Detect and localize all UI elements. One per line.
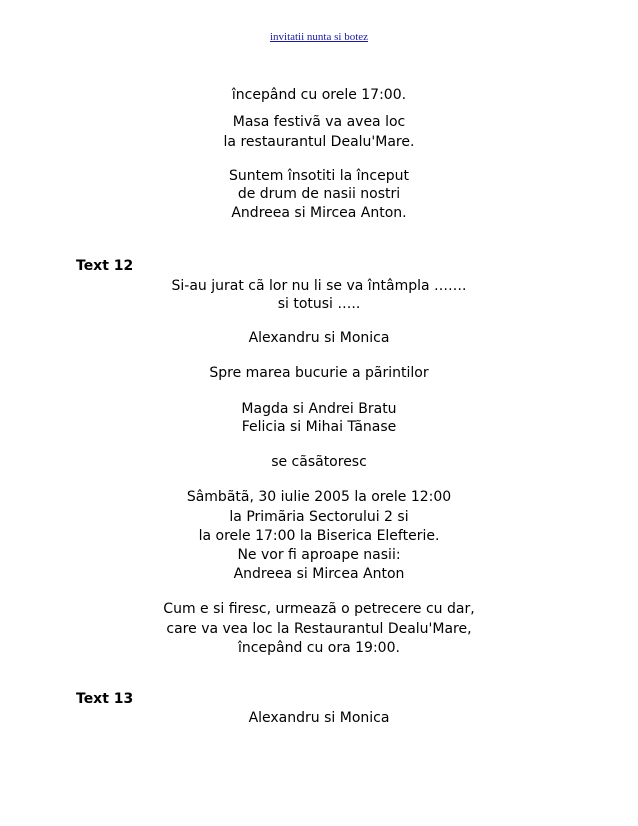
text-line: la orele 17:00 la Biserica Elefterie. bbox=[198, 528, 440, 544]
text-line: Felicia si Mihai Tãnase bbox=[241, 419, 397, 435]
text-line: de drum de nasii nostri bbox=[237, 186, 401, 202]
text-line: Sâmbãtã, 30 iulie 2005 la orele 12:00 bbox=[186, 489, 452, 505]
text-line: la restaurantul Dealu'Mare. bbox=[223, 134, 415, 150]
text-line: Alexandru si Monica bbox=[248, 330, 390, 346]
header-link[interactable]: invitatii nunta si botez bbox=[269, 31, 369, 43]
text-line: Andreea si Mircea Anton. bbox=[231, 205, 407, 221]
text-line: Spre marea bucurie a pãrintilor bbox=[209, 365, 429, 381]
text-line: Magda si Andrei Bratu bbox=[241, 401, 397, 417]
text-line: începând cu ora 19:00. bbox=[238, 640, 400, 656]
section-label-text13: Text 13 bbox=[76, 691, 134, 707]
text-line: si totusi ….. bbox=[277, 296, 361, 312]
text-line: care va vea loc la Restaurantul Dealu'Mare, bbox=[166, 621, 472, 637]
text-line: Masa festivã va avea loc bbox=[232, 114, 406, 130]
text-line: Suntem însotiti la început bbox=[229, 168, 409, 184]
section-label-text12: Text 12 bbox=[76, 258, 134, 274]
text-line: Ne vor fi aproape nasii: bbox=[237, 547, 401, 563]
text-line: la Primãria Sectorului 2 si bbox=[229, 509, 409, 525]
text-line: Alexandru si Monica bbox=[248, 710, 390, 726]
text-line: Si-au jurat cã lor nu li se va întâmpla ……. bbox=[171, 278, 467, 294]
text-line: Cum e si firesc, urmeazã o petrecere cu dar, bbox=[163, 601, 475, 617]
text-line: Andreea si Mircea Anton bbox=[233, 566, 405, 582]
text-line: se cãsãtoresc bbox=[271, 454, 367, 470]
text-line: începând cu orele 17:00. bbox=[231, 87, 407, 103]
